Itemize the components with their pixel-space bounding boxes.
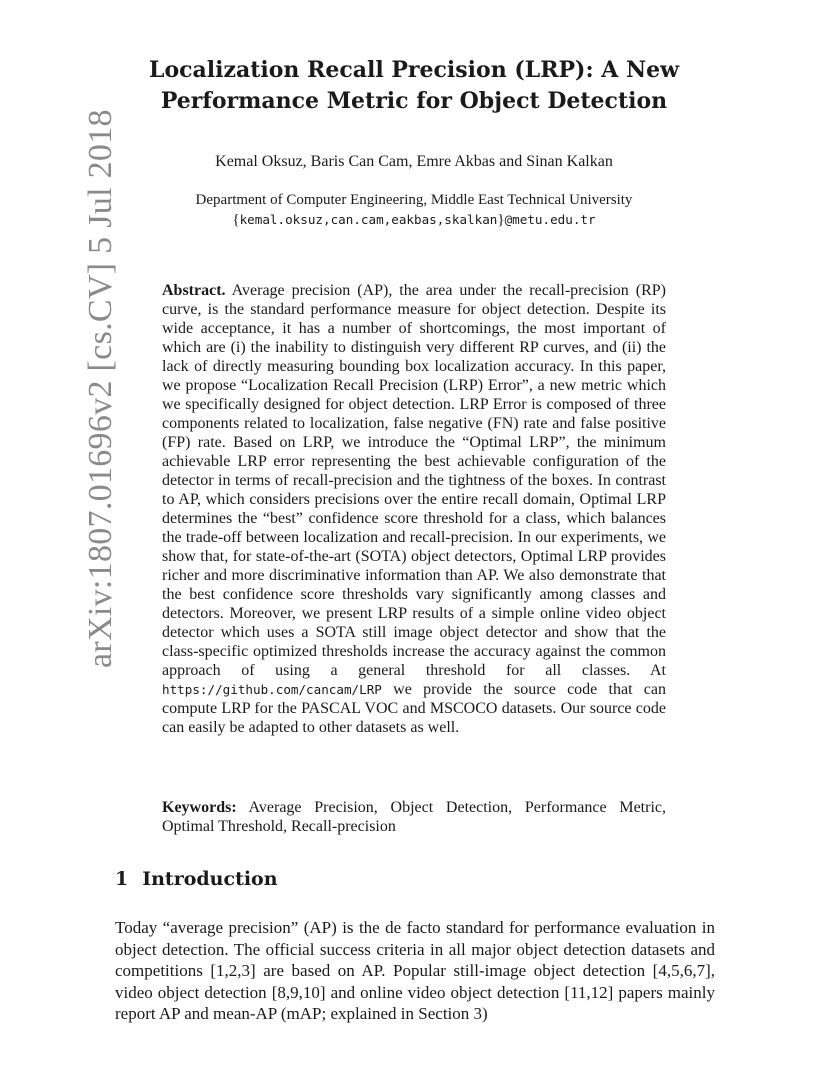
author-emails bbox=[100, 210, 728, 230]
abstract-text: Average precision (AP), the area under the recall-precision (RP) curve, is the standard performance measure for object detection. Despite its wide acceptance, it has a number of shortcomings, the most important of which are (i) the inability to distinguish very different RP curves, and (ii) the lack of directly measuring bounding box localization accuracy. In this paper, we propose “Localization Recall Precision (LRP) Error”, a new metric which we specifically designed for object detection. LRP Error is composed of three components related to localization, false negative (FN) rate and false positive (FP) rate. Based on LRP, we introduce the “Optimal LRP”, the minimum achievable LRP error representing the best achievable configuration of the detector in terms of recall-precision and the tightness of the boxes. In contrast to AP, which considers precisions over the entire recall domain, Optimal LRP determines the “best” confidence score threshold for a class, which balances the trade-off between localization and recall-precision. In our experiments, we show that, for state-of-the-art (SOTA) object detectors, Optimal LRP provides richer and more discriminative information than AP. We also demonstrate that the best confidence score thresholds vary significantly among classes and detectors. Moreover, we present LRP results of a simple online video object detector which uses a SOTA still image object detector and show that the class-specific optimized thresholds increase the accuracy against the common approach of using a general threshold for all classes. At bbox=[162, 282, 667, 679]
abstract-label: Abstract. bbox=[162, 282, 226, 299]
section-heading-introduction bbox=[115, 868, 278, 890]
section-number: 1 bbox=[115, 868, 129, 890]
arxiv-identifier-stamp: arXiv:1807.01696v2 [cs.CV] 5 Jul 2018 bbox=[82, 109, 119, 668]
affiliation-text: Department of Computer Engineering, Middle East Technical University bbox=[195, 192, 633, 208]
keywords-label: Keywords: bbox=[162, 799, 237, 816]
affiliation-block bbox=[100, 191, 728, 230]
source-code-link[interactable]: https://github.com/cancam/LRP bbox=[162, 682, 382, 697]
email-brace-open: { bbox=[232, 212, 240, 228]
section-title: Introduction bbox=[142, 868, 278, 890]
abstract bbox=[162, 281, 666, 737]
keywords-text: Average Precision, Object Detection, Performance Metric, Optimal Threshold, Recall-precision bbox=[162, 799, 666, 835]
email-domain: @metu.edu.tr bbox=[504, 212, 596, 227]
email-brace-close: } bbox=[497, 212, 505, 228]
keywords bbox=[162, 798, 666, 836]
title-line-1: Localization Recall Precision (LRP): A New bbox=[148, 57, 680, 83]
author-list: Kemal Oksuz, Baris Can Cam, Emre Akbas and Sinan Kalkan bbox=[215, 153, 613, 170]
title-line-2: Performance Metric for Object Detection bbox=[160, 88, 668, 114]
intro-paragraph: Today “average precision” (AP) is the de facto standard for performance evaluation in object detection. The official success criteria in all major object detection datasets and competitions [1,2,3] are based on AP. Popular still-image object detection [4,5,6,7], video object detection [8,9,10] and online video object detection [11,12] papers mainly report AP and mean-AP (mAP; explained in Section 3) bbox=[115, 918, 715, 1023]
abstract-text-end: we provide the source code that can compute LRP for the PASCAL VOC and MSCOCO datasets. Our source code can easily be adapted to other datasets as well. bbox=[162, 681, 667, 736]
paper-title bbox=[100, 55, 728, 117]
email-usernames: kemal.oksuz,can.cam,eakbas,skalkan bbox=[239, 212, 498, 227]
